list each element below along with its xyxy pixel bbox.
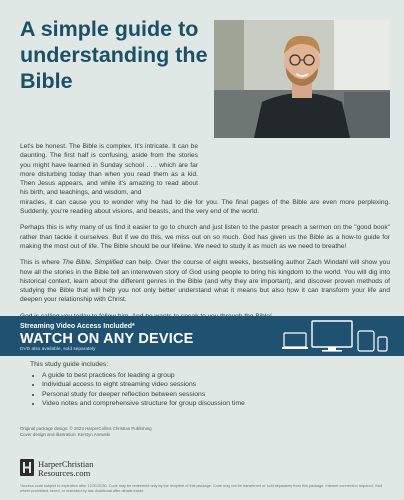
study-guide-contents <box>30 360 330 409</box>
publisher-name <box>38 460 93 478</box>
paragraph-1: Let's be honest. The Bible is complex. It's intricate. It can be daunting. The first half is confusing, aside from the stories you might have learned in Sunday school . . . which are far more disturbing today than when you read them as a kid. Then Jesus appears, and while it's amazing to read about his birth, and teachings, and wisdom, and <box>20 143 198 197</box>
list-item: • A guide to best practices for leading a group <box>42 371 330 381</box>
publisher-line-1: HarperChristian <box>38 459 94 469</box>
publisher-logo <box>20 457 140 481</box>
streaming-access-label: Streaming Video Access Included* <box>20 323 135 330</box>
fine-print: *Access code subject to expiration after 12/31/2030. Code may be redeemed only by the recipient of this package. Code may not be transferred or sold separately from this package. Internet connection required. Void where prohibited, taxed, or restricted by law. Additional offer details inside. <box>20 484 383 493</box>
list-item: • Individual access to eight streaming video sessions <box>42 380 330 390</box>
dvd-note: DVD also available, sold separately <box>20 347 96 352</box>
publisher-line-2: Resources.com <box>38 468 91 478</box>
paragraph-3-lead: This is where <box>20 259 63 267</box>
watch-any-device-heading: WATCH ON ANY DEVICE <box>20 331 194 347</box>
paragraph-1-continued: miracles, it can cause you to wonder why he had to die for you. The final pages of the Bible are even more perplexing. Suddenly, you're reading about visions, and beasts, and the very end of the world. <box>20 198 390 216</box>
credit-line-1: Original package design: © 2023 HarperCollins Christian Publishing <box>20 426 152 431</box>
devices-icon <box>282 319 392 353</box>
list-item: • Personal study for deeper reflection between sessions <box>42 390 330 400</box>
paragraph-3-rest: can help. Over the course of eight weeks, bestselling author Zach Windahl will show you how all the stories in the Bible tell an interwoven story of God using people to bring his kingdom to the world. You will dig into historical context, learn about the different genres in the Bible (and why they are important), and discover proven methods of studying the Bible that will help you not only better understand what it means but also how it can transform your life and deepen your relationship with Christ. <box>20 259 390 304</box>
guide-feature-list <box>30 371 330 409</box>
cover-headline: A simple guide to understanding the Bible <box>20 17 208 93</box>
design-credits <box>20 426 320 438</box>
guide-intro: This study guide includes: <box>30 361 109 368</box>
description-text <box>20 142 390 328</box>
credit-line-2: Cover design and illustration: Kerstyn Anewski <box>20 432 111 437</box>
author-photo <box>214 20 390 138</box>
publisher-mark-icon <box>20 459 34 476</box>
list-item: • Video notes and comprehensive structure for group discussion time <box>42 399 330 409</box>
paragraph-3 <box>20 258 390 304</box>
paragraph-2: Perhaps this is why many of us find it easier to go to church and just listen to the pastor preach a sermon on the "good book" rather than tackle it ourselves. But if we do this, we miss out on so much. God has given us the Bible as a how-to guide for making the most out of life. The Bible should be our lifeline. We need to study it as much as we need to breathe! <box>20 224 390 250</box>
book-title: The Bible, Simplified <box>62 259 124 267</box>
